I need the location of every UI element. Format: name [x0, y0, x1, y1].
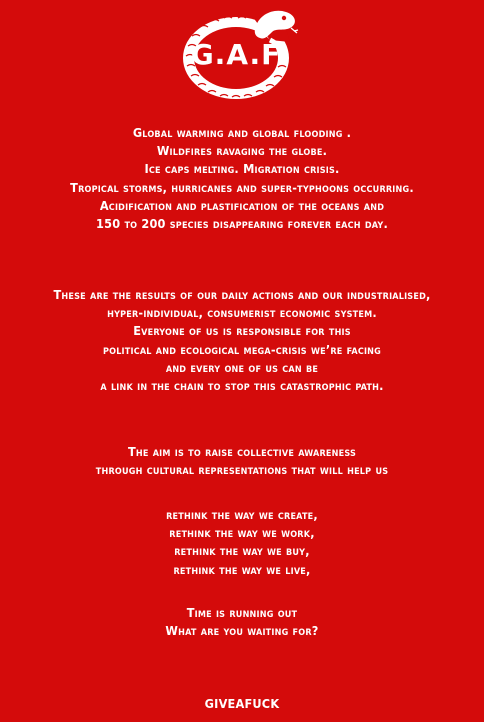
text-line: rethink the way we live, — [173, 561, 311, 577]
text-line: hyper-individual, consumerist economic system. — [107, 305, 377, 321]
text-line: 150 to 200 species disappearing forever each day. — [96, 216, 388, 232]
text-line: rethink the way we work, — [169, 525, 315, 541]
text-line: These are the results of our daily actions and our industrialised, — [53, 287, 431, 302]
text-line: through cultural representations that will help us — [95, 462, 389, 478]
climate-crisis-paragraph — [0, 124, 484, 233]
text-line: Tropical storms, hurricanes and super-typhoons occurring. — [70, 179, 414, 195]
logo-text: G.A.F — [190, 38, 282, 71]
text-line: rethink the way we buy, — [174, 543, 310, 559]
aim-paragraph — [0, 443, 484, 479]
text-line: Ice caps melting. Migration crisis. — [144, 161, 340, 177]
responsibility-paragraph — [0, 286, 484, 395]
call-to-action — [0, 604, 484, 640]
gaf-logo — [174, 6, 300, 104]
text-line: rethink the way we create, — [166, 507, 318, 522]
text-line: Time is running out — [186, 605, 298, 620]
text-line: political and ecological mega-crisis we’re facing — [102, 341, 381, 357]
text-line: Wildfires ravaging the globe. — [156, 143, 328, 159]
text-line: Everyone of us is responsible for this — [133, 323, 351, 339]
text-line: The aim is to raise collective awareness — [127, 444, 357, 459]
text-line: a link in the chain to stop this catastrophic path. — [100, 378, 384, 394]
text-line: Acidification and plastification of the oceans and — [99, 197, 385, 213]
rethink-list — [0, 506, 484, 579]
signature-text: GIVEAFUCK — [204, 696, 280, 711]
text-line: Global warming and global flooding . — [132, 125, 352, 140]
signature — [0, 695, 484, 713]
text-line: and every one of us can be — [165, 359, 319, 375]
text-line: What are you waiting for? — [165, 623, 319, 639]
